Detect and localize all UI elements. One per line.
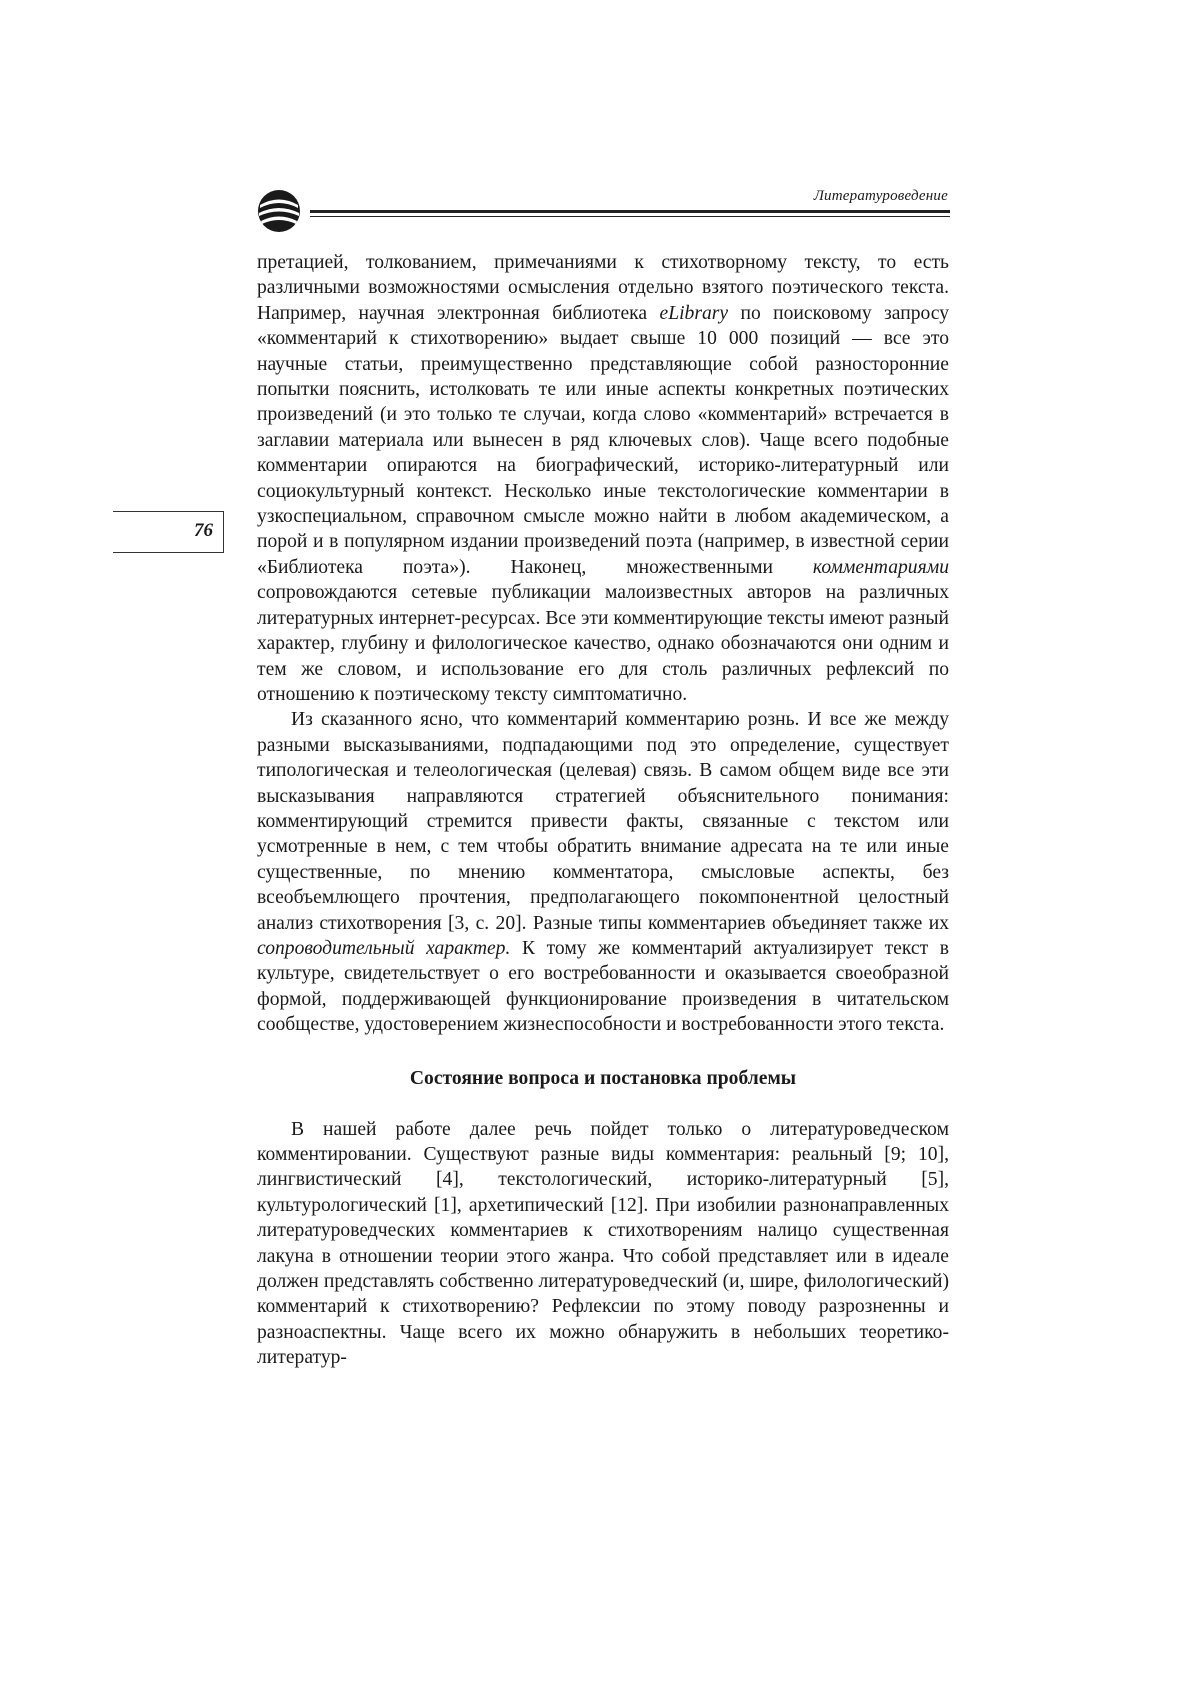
text-run: К тому же комментарий актуализирует текст в культуре, свидетельствует о его востребованности и оказывается своеобразной формой, поддерживающей функционирование произведения в читательском сообществе, удостоверением жизнеспособности и востребованности этого текста. <box>257 937 949 1036</box>
text-run: Из сказанного ясно, что комментарий комментарию рознь. И все же между разными высказываниями, подпадающими под это определение, существует типологическая и телеологическая (целевая) связь. В самом общем виде все эти высказывания направляются стратегией объяснительного понимания: комментирующий стремится привести факты, связанные с текстом или усмотренные в нем, с тем чтобы обратить внимание адресата на те или иные существенные, по мнению комментатора, смысловые аспекты, без всеобъемлющего прочтения, предполагающего покомпонентной целостный анализ стихотворения [3, с. 20]. Разные типы комментариев объединяет также их <box>257 709 949 934</box>
text-run: сопровождаются сетевые публикации малоизвестных авторов на различных литературных интернет-ресурсах. Все эти комментирующие тексты имеют разный характер, глубину и филологическое качество, однако обозначаются они одним и тем же словом, и использование его для столь различных рефлексий по отношению к поэтическому тексту симптоматично. <box>257 582 949 705</box>
header-rule-thin <box>310 216 950 217</box>
journal-logo-icon <box>256 188 302 234</box>
italic-run: eLibrary <box>659 302 729 324</box>
paragraph-2 <box>257 707 949 1037</box>
page-number-box <box>113 511 224 553</box>
italic-run: комментариями <box>812 556 949 578</box>
running-header <box>256 188 950 236</box>
italic-run: сопроводительный характер. <box>257 937 511 959</box>
page-number: 76 <box>194 520 213 541</box>
header-rule-thick <box>310 210 950 213</box>
section-title: Литературоведение <box>813 188 948 204</box>
text-run: по поисковому запросу «комментарий к стихотворению» выдает свыше 10 000 позиций — все это научные статьи, преимущественно представляющие собой разносторонние попытки пояснить, истолковать те или иные аспекты конкретных поэтических произведений (и это только те случаи, когда слово «комментарий» встречается в заглавии материала или вынесен в ряд ключевых слов). Чаще всего подобные комментарии опираются на биографический, историко-литературный или социокультурный контекст. Несколько иные текстологические комментарии в узкоспециальном, справочном смысле можно найти в любом академическом, а порой и в популярном издании произведений поэта (например, в известной серии «Библиотека поэта»). Наконец, множественными <box>257 302 950 578</box>
section-heading: Состояние вопроса и постановка проблемы <box>409 1067 797 1089</box>
article-body <box>257 250 949 1371</box>
paragraph-1 <box>257 250 949 707</box>
text-run: В нашей работе далее речь пойдет только о литературоведческом комментировании. Существуют разные виды комментария: реальный [9; 10], лингвистический [4], текстологический, историко-литературный [5], культурологический [1], архетипический [12]. При изобилии разнонаправленных литературоведческих комментариев к стихотворениям налицо существенная лакуна в отношении теории этого жанра. Что собой представляет или в идеале должен представлять собственно литературоведческий (и, шире, филологический) комментарий к стихотворению? Рефлексии по этому поводу разрозненны и разноаспектны. Чаще всего их можно обнаружить в небольших теоретико-литератур- <box>257 1118 949 1369</box>
text-run: претацией, толкованием, примечаниями к стихотворному тексту, то есть различными возможностями осмысления отдельно взятого поэтического текста. Например, научная электронная библиотека <box>257 252 949 324</box>
paragraph-3 <box>257 1117 949 1371</box>
